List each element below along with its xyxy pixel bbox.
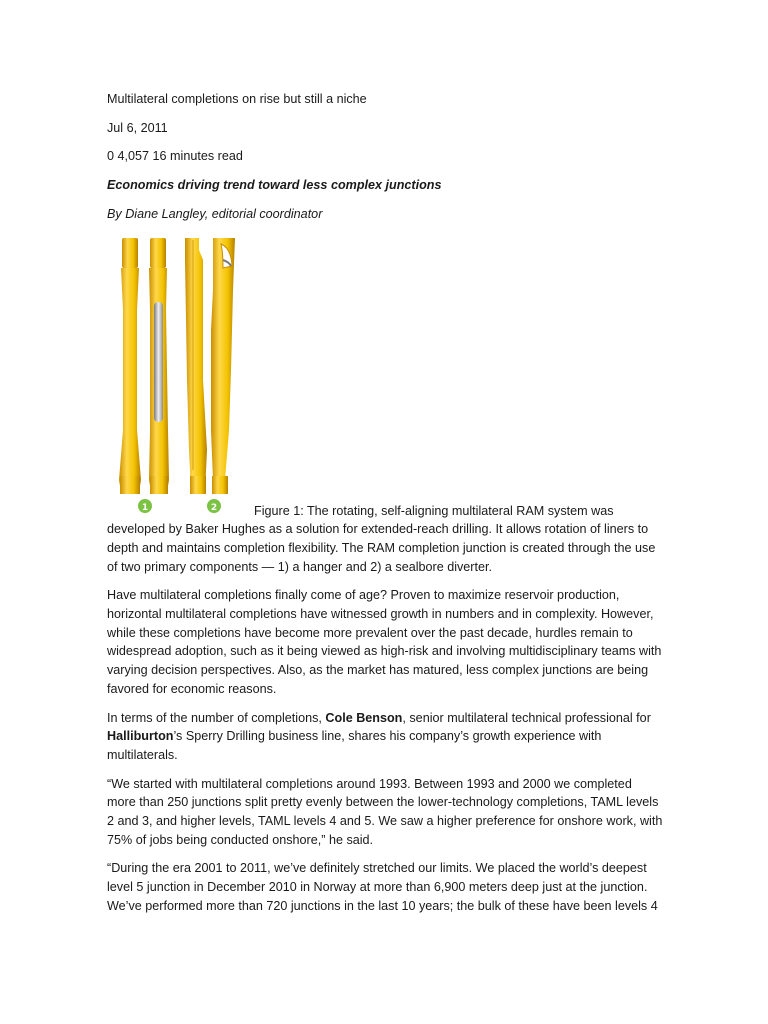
paragraph-benson-text-b: , senior multilateral technical professional for xyxy=(402,710,651,725)
paragraph-intro: Have multilateral completions finally come of age? Proven to maximize reservoir production, horizontal multilateral completions have witnessed growth in numbers and in complexity. However, while these completions have become more prevalent over the past decade, hurdles remain to widespread adoption, such as it being viewed as high-risk and involving multidisciplinary teams with varying decision perspectives. Also, as the market has matured, less complex junctions are being favored for economic reasons. xyxy=(107,588,662,696)
article-subheadline: Economics driving trend toward less complex junctions xyxy=(107,178,442,193)
marker-2-label: 2 xyxy=(210,502,218,513)
figure-block xyxy=(107,232,663,577)
marker-1-label: 1 xyxy=(141,502,149,513)
paragraph-quote-1: “We started with multilateral completions around 1993. Between 1993 and 2000 we completed more than 250 junctions split pretty evenly between the lower-technology completions, TAML levels 2 and 3, and higher levels, TAML levels 4 and 5. We saw a higher preference for onshore work, with 75% of jobs being conducted onshore,” he said. xyxy=(107,776,663,847)
ram-system-figure xyxy=(107,230,250,515)
person-name: Cole Benson xyxy=(325,710,403,725)
paragraph-benson-text-a: In terms of the number of completions, xyxy=(107,710,326,725)
company-name: Halliburton xyxy=(107,729,174,744)
article-title: Multilateral completions on rise but still a niche xyxy=(107,92,367,106)
diverter-tube-left xyxy=(185,238,207,494)
paragraph-benson xyxy=(107,709,663,765)
article-byline: By Diane Langley, editorial coordinator xyxy=(107,206,323,221)
article-date: Jul 6, 2011 xyxy=(107,120,168,135)
diverter-tube-right xyxy=(211,238,235,494)
article-body xyxy=(107,90,663,916)
hanger-tube-left xyxy=(119,238,141,494)
marker-1-icon xyxy=(138,499,152,513)
paragraph-benson-text-c: ’s Sperry Drilling business line, shares his company’s growth experience with multilaterals. xyxy=(107,729,602,762)
figure-caption: Figure 1: The rotating, self-aligning multilateral RAM system was developed by Baker Hughes as a solution for extended-reach drilling. It allows rotation of liners to depth and maintains completion flexibility. The RAM completion junction is created through the use of two primary components — 1) a hanger and 2) a sealbore diverter. xyxy=(107,503,656,574)
hanger-tube-cutaway xyxy=(149,238,169,494)
marker-2-icon xyxy=(207,499,221,513)
paragraph-quote-2: “During the era 2001 to 2011, we’ve definitely stretched our limits. We placed the world’s deepest level 5 junction in December 2010 in Norway at more than 6,900 meters deep just at the junction. We’ve performed more than 720 junctions in the last 10 years; the bulk of these have been levels 4 xyxy=(107,861,658,913)
article-stats: 0 4,057 16 minutes read xyxy=(107,149,243,164)
